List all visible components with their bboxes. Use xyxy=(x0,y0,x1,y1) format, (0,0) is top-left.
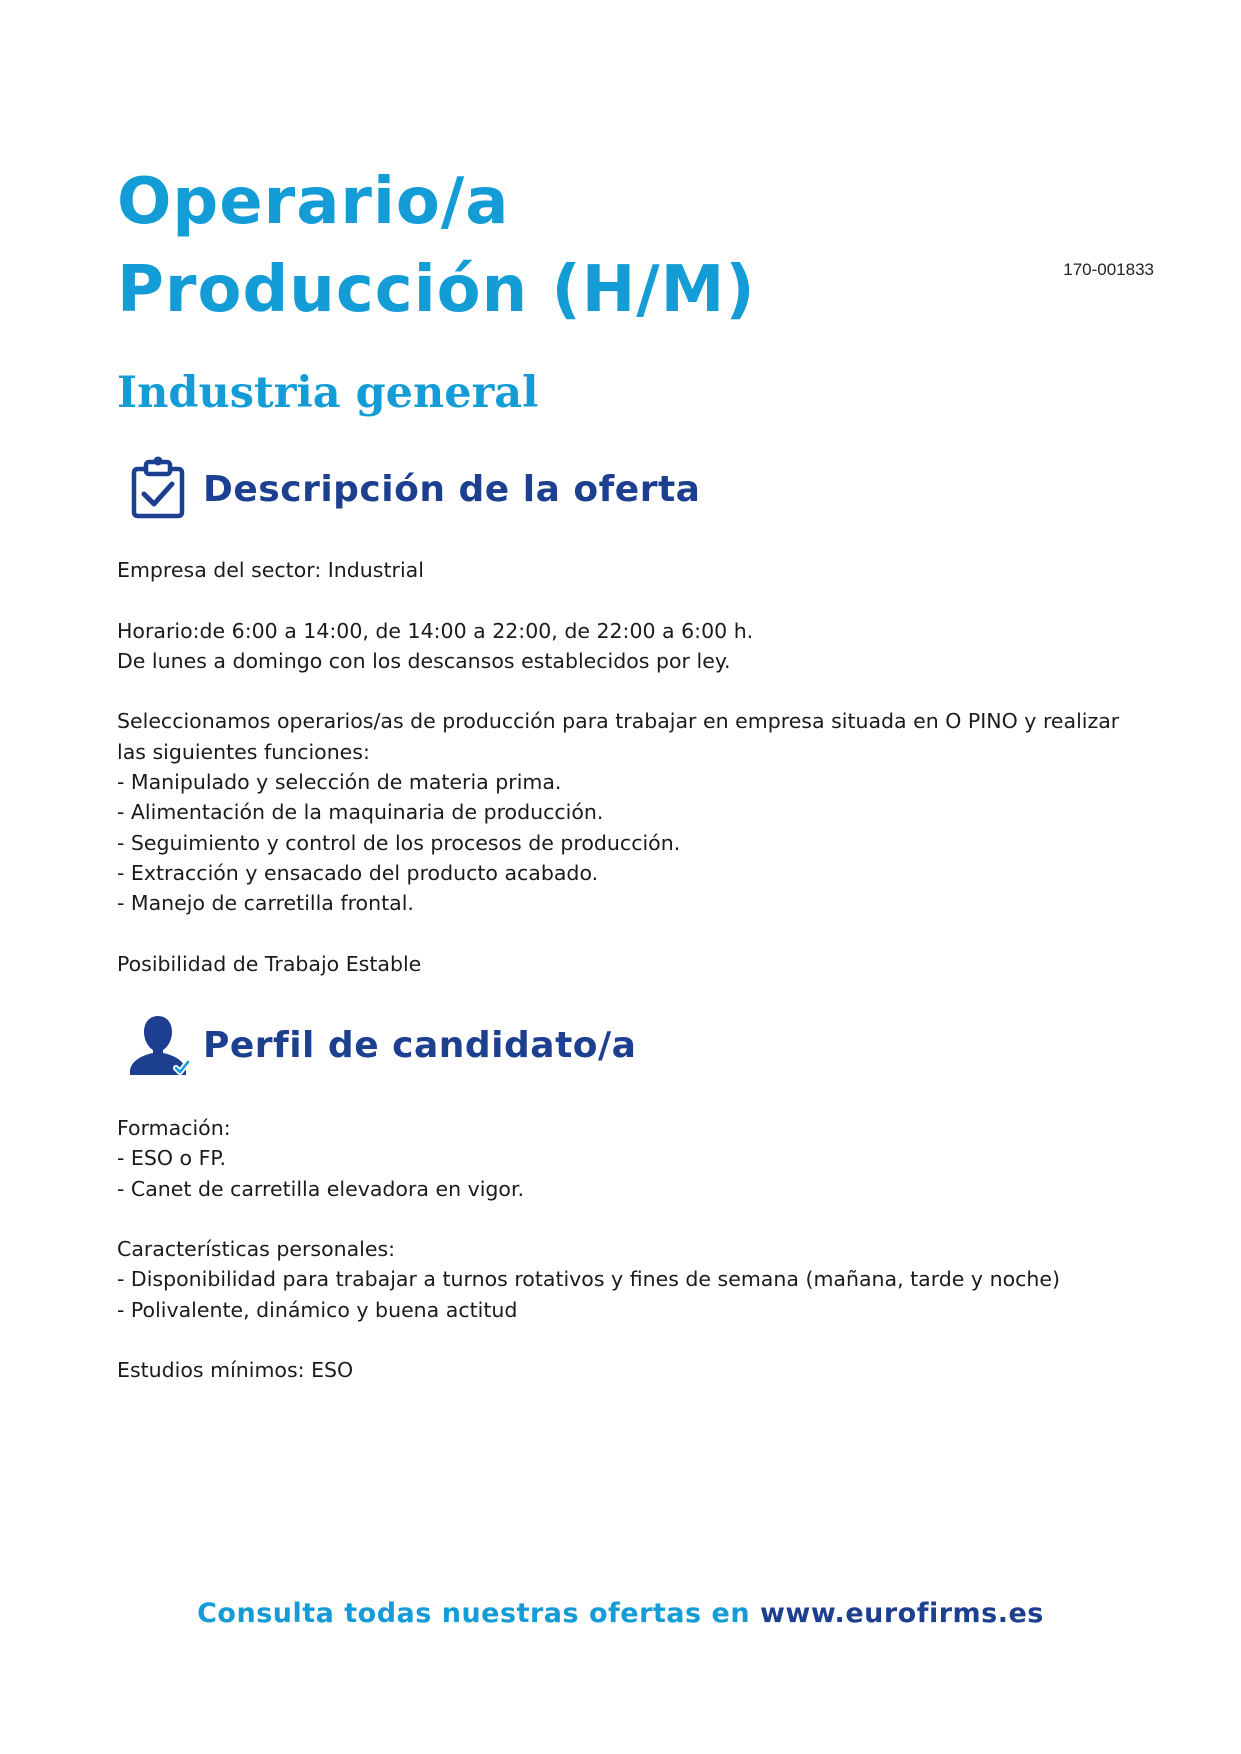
description-line: - Manipulado y selección de materia prima. xyxy=(117,770,562,795)
description-line: Horario:de 6:00 a 14:00, de 14:00 a 22:00, de 22:00 a 6:00 h. xyxy=(117,618,754,643)
description-line: De lunes a domingo con los descansos establecidos por ley. xyxy=(117,648,731,673)
profile-line: - Disponibilidad para trabajar a turnos rotativos y fines de semana (mañana, tarde y noche) xyxy=(117,1267,1060,1292)
profile-line: - Canet de carretilla elevadora en vigor. xyxy=(117,1176,525,1201)
description-line: - Alimentación de la maquinaria de producción. xyxy=(117,800,604,825)
footer xyxy=(0,1598,1241,1629)
footer-text: Consulta todas nuestras ofertas en xyxy=(197,1598,751,1629)
description-line: Empresa del sector: Industrial xyxy=(117,558,424,582)
paragraph-gap xyxy=(117,919,1147,949)
person-check-icon xyxy=(125,1012,191,1078)
profile-line: Características personales: xyxy=(117,1237,396,1262)
description-line: Seleccionamos operarios/as de producción para trabajar en empresa situada en O PINO y realizar xyxy=(117,709,1120,734)
profile-line: - Polivalente, dinámico y buena actitud xyxy=(117,1297,518,1322)
sector-subtitle: Industria general xyxy=(117,368,539,418)
profile-line: - ESO o FP. xyxy=(117,1146,227,1171)
description-line: las siguientes funciones: xyxy=(117,739,370,764)
job-title: Operario/a Producción (H/M) xyxy=(117,165,756,327)
description-heading: Descripción de la oferta xyxy=(203,468,701,510)
profile-section-header xyxy=(125,1012,636,1078)
paragraph-gap xyxy=(117,1325,1147,1355)
description-line: Posibilidad de Trabajo Estable xyxy=(117,951,422,976)
paragraph-gap xyxy=(117,1204,1147,1234)
profile-line: Formación: xyxy=(117,1116,231,1140)
profile-line: Estudios mínimos: ESO xyxy=(117,1358,354,1383)
description-body xyxy=(117,555,1147,979)
profile-body xyxy=(117,1113,1147,1386)
job-reference: 170-001833 xyxy=(1063,260,1154,279)
paragraph-gap xyxy=(117,585,1147,615)
clipboard-check-icon xyxy=(125,456,191,522)
description-line: - Extracción y ensacado del producto acabado. xyxy=(117,860,599,885)
description-line: - Manejo de carretilla frontal. xyxy=(117,891,414,916)
description-line: - Seguimiento y control de los procesos de producción. xyxy=(117,830,681,855)
paragraph-gap xyxy=(117,676,1147,706)
profile-heading: Perfil de candidato/a xyxy=(203,1024,637,1066)
description-section-header xyxy=(125,456,700,522)
footer-website-link[interactable]: www.eurofirms.es xyxy=(759,1598,1044,1629)
